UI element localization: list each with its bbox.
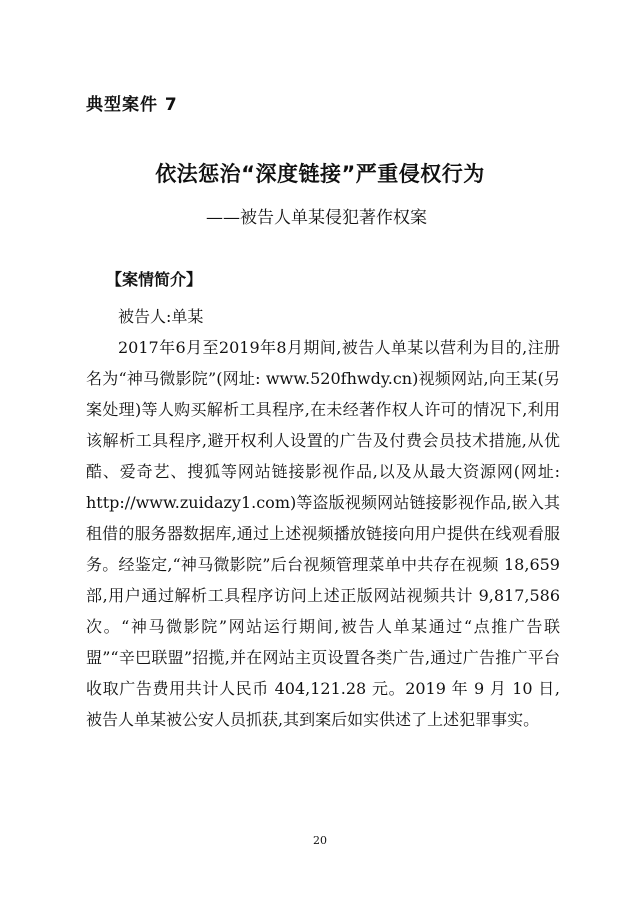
document-subtitle: ——被告人单某侵犯著作权案	[206, 208, 427, 228]
page-number: 20	[313, 834, 327, 847]
defendant-line: 被告人:单某	[118, 307, 204, 326]
document-title: 依法惩治“深度链接”严重侵权行为	[155, 162, 485, 186]
section-heading: 【案情简介】	[106, 270, 203, 289]
case-body	[86, 301, 560, 735]
case-label: 典型案件 7	[86, 95, 178, 115]
case-paragraph: 2017年6月至2019年8月期间,被告人单某以营利为目的,注册名为“神马微影院”(网址: www.520fhwdy.cn)视频网站,向王某(另案处理)等人购买解析工具程序,在未经著作权人许可的情况下,利用该解析工具程序,避开权利人设置的广告及付费会员技术措施,从优酷、爱奇艺、搜狐等网站链接影视作品,以及从最大资源网(网址: http://www.zuidazy1.com)等盗版视频网站链接影视作品,嵌入其租借的服务器数据库,通过上述视频播放链接向用户提供在线观看服务。经鉴定,“神马微影院”后台视频管理菜单中共存在视频 18,659 部,用户通过解析工具程序访问上述正版网站视频共计 9,817,586 次。“神马微影院”网站运行期间,被告人单某通过“点推广告联盟”“辛巴联盟”招揽,并在网站主页设置各类广告,通过广告推广平台收取广告费用共计人民币 404,121.28 元。2019 年 9 月 10 日,被告人单某被公安人员抓获,其到案后如实供述了上述犯罪事实。	[86, 338, 560, 729]
